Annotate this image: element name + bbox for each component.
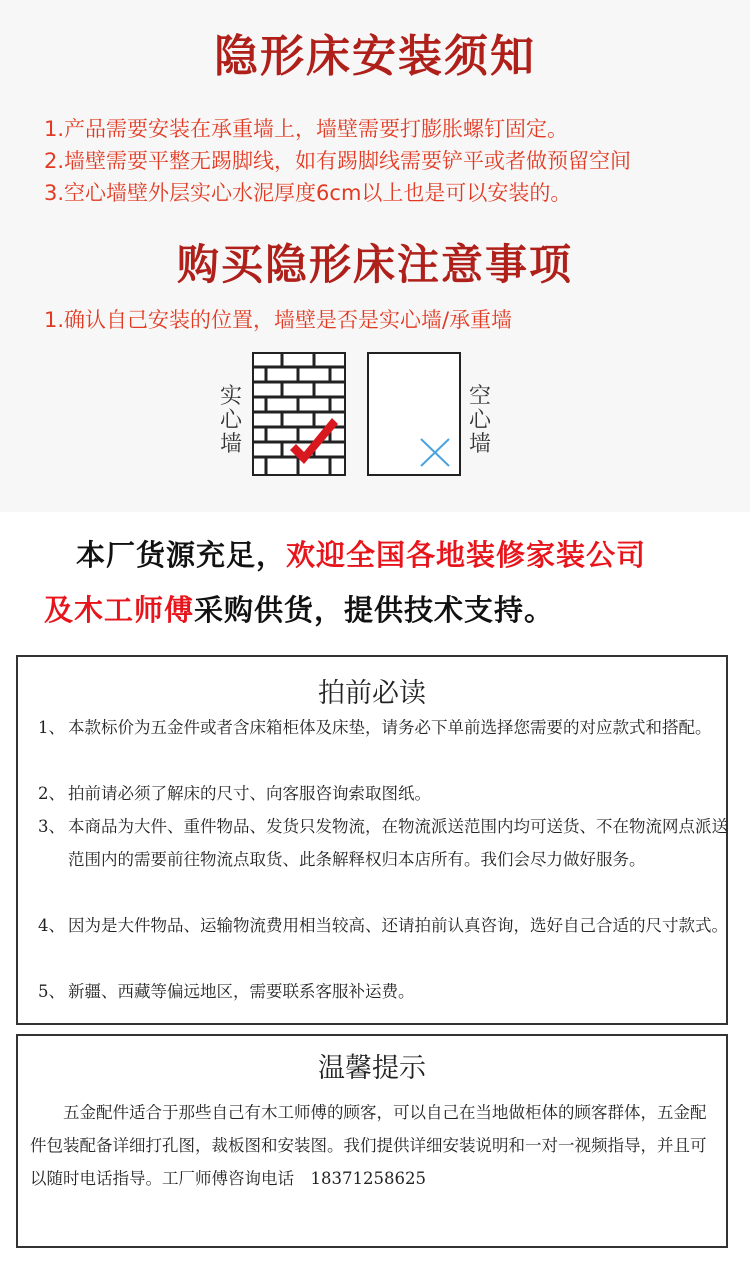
notice-box [16,655,728,1025]
install-line-2: 2.墙壁需要平整无踢脚线，如有踢脚线需要铲平或者做预留空间 [44,149,632,173]
notice-item: 4、 因为是大件物品、运输物流费用相当较高、还请拍前认真咨询，选好自己合适的尺寸款式。 [38,916,728,935]
promo-line-1: 本厂货源充足，欢迎全国各地装修家装公司 [76,538,647,572]
hollow-wall-illustration [367,352,461,476]
tips-box [16,1034,728,1248]
notice-item: 1、 本款标价为五金件或者含床箱柜体及床垫，请务必下单前选择您需要的对应款式和搭配。 [38,718,712,737]
solid-wall-label: 实 心 墙 [219,384,242,457]
notice-title: 拍前必读 [318,678,426,709]
notice-item: 2、 拍前请必须了解床的尺寸、向客服咨询索取图纸。 [38,784,431,803]
purchase-line: 1.确认自己安装的位置，墙壁是否是实心墙/承重墙 [44,308,513,332]
tips-text: 五金配件适合于那些自己有木工师傅的顾客，可以自己在当地做柜体的顾客群体，五金配件包装配备详细打孔图，裁板图和安装图。我们提供详细安装说明和一对一视频指导，并且可以随时电话指导。工厂师傅咨询电话 18371258625 [30,1103,707,1188]
notice-item: 5、 新疆、西藏等偏远地区，需要联系客服补运费。 [38,982,415,1001]
install-line-1: 1.产品需要安装在承重墙上，墙壁需要打膨胀螺钉固定。 [44,117,569,141]
solid-wall-illustration [252,352,346,476]
install-title: 隐形床安装须知 [214,31,536,82]
hollow-wall-label: 空 心 墙 [468,384,491,457]
notice-item: 3、 本商品为大件、重件物品、发货只发物流，在物流派送范围内均可送货、不在物流网点派送范围内的需要前往物流点取货、此条解释权归本店所有。我们会尽力做好服务。 [38,817,728,869]
promo-line-2: 及木工师傅采购供货，提供技术支持。 [44,593,555,627]
tips-title: 温馨提示 [318,1053,426,1084]
purchase-title: 购买隐形床注意事项 [176,240,573,289]
install-line-3: 3.空心墙壁外层实心水泥厚度6cm以上也是可以安装的。 [44,181,572,205]
